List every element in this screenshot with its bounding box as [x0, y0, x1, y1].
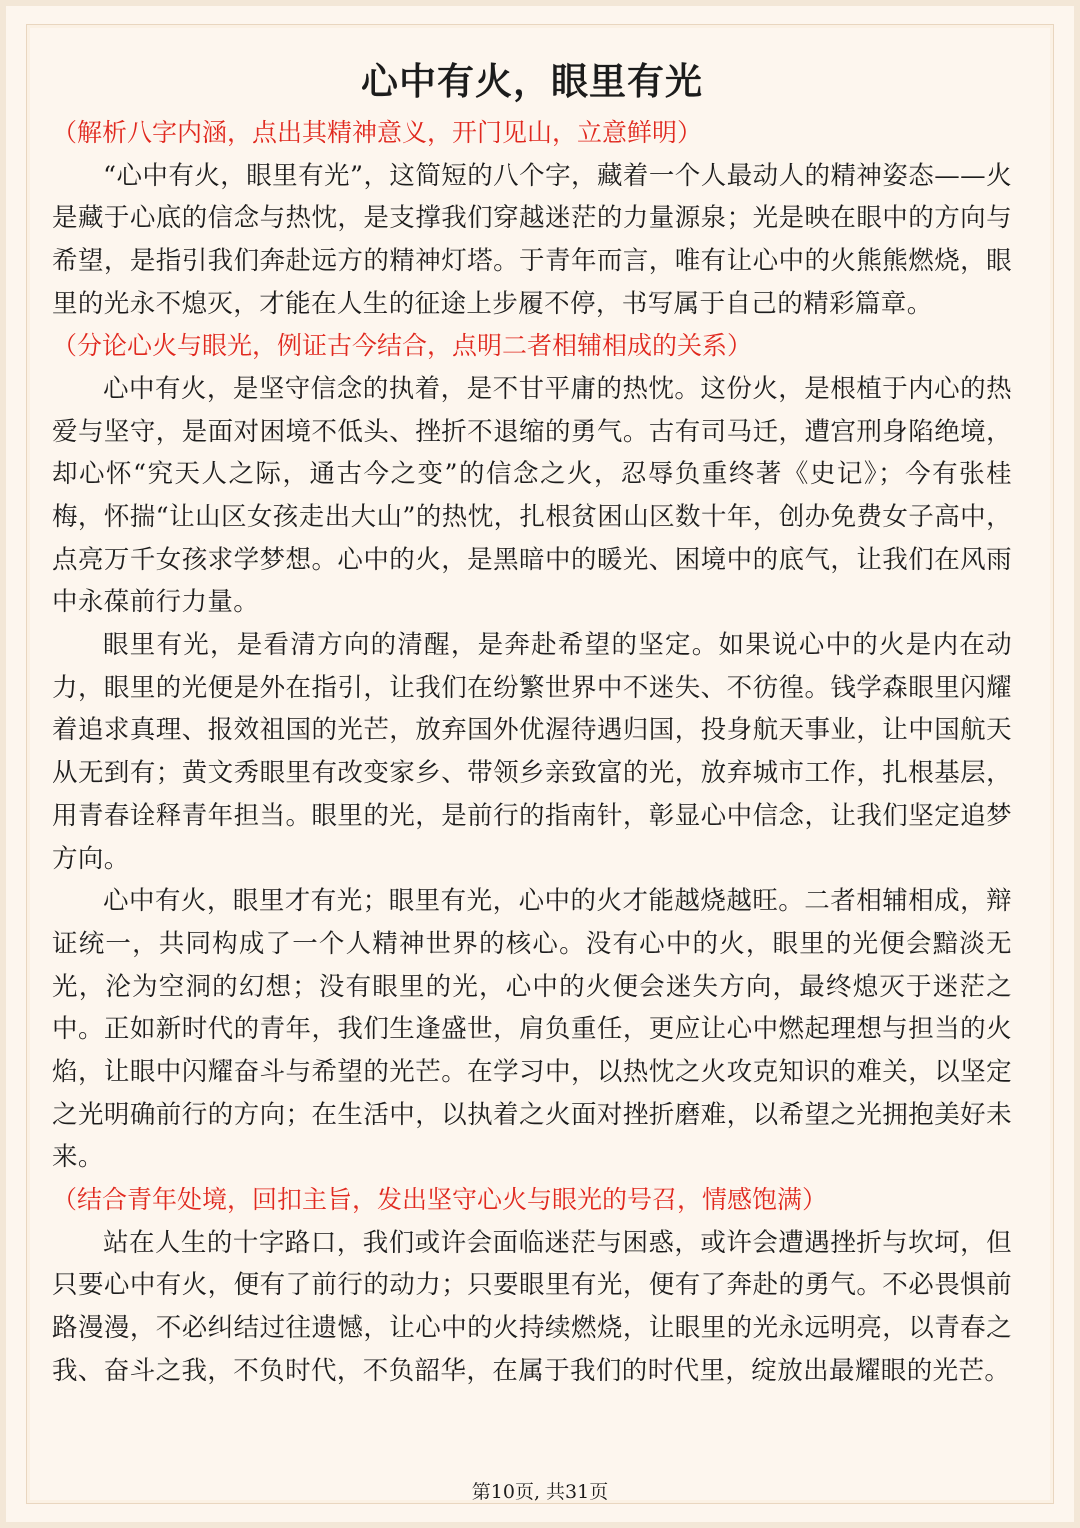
paragraph: 心中有火，是坚守信念的执着，是不甘平庸的热忱。这份火，是根植于内心的热爱与坚守，是面对困境不低头、挫折不退缩的勇气。古有司马迁，遭宫刑身陷绝境，却心怀“究天人之际，通古今之变”的信念之火，忍辱负重终著《史记》；今有张桂梅，怀揣“让山区女孩走出大山”的热忱，扎根贫困山区数十年，创办免费女子高中，点亮万千女孩求学梦想。心中的火，是黑暗中的暖光、困境中的底气，让我们在风雨中永葆前行力量。 — [52, 373, 1012, 618]
paragraph: “心中有火，眼里有光”，这简短的八个字，藏着一个人最动人的精神姿态——火是藏于心底的信念与热忱，是支撑我们穿越迷茫的力量源泉；光是映在眼中的方向与希望，是指引我们奔赴远方的精神灯塔。于青年而言，唯有让心中的火熊熊燃烧，眼里的光永不熄灭，才能在人生的征途上步履不停，书写属于自己的精彩篇章。 — [52, 160, 1012, 319]
annotation-note: （结合青年处境，回扣主旨，发出坚守心火与眼光的号召，情感饱满） — [52, 1185, 828, 1215]
section-3 — [52, 1179, 1012, 1392]
section-2 — [52, 325, 1012, 1179]
essay-content — [52, 56, 1012, 1392]
paragraph: 心中有火，眼里才有光；眼里有光，心中的火才能越烧越旺。二者相辅相成，辩证统一，共同构成了一个人精神世界的核心。没有心中的火，眼里的光便会黯淡无光，沦为空洞的幻想；没有眼里的光，心中的火便会迷失方向，最终熄灭于迷茫之中。正如新时代的青年，我们生逢盛世，肩负重任，更应让心中燃起理想与担当的火焰，让眼中闪耀奋斗与希望的光芒。在学习中，以热忱之火攻克知识的难关，以坚定之光明确前行的方向；在生活中，以执着之火面对挫折磨难，以希望之光拥抱美好未来。 — [52, 886, 1012, 1173]
page-number: 第10页, 共31页 — [471, 1481, 609, 1503]
annotation-note: （分论心火与眼光，例证古今结合，点明二者相辅相成的关系） — [52, 331, 753, 361]
annotation-note: （解析八字内涵，点出其精神意义，开门见山，立意鲜明） — [52, 118, 703, 147]
section-1 — [52, 112, 1012, 325]
paragraph: 站在人生的十字路口，我们或许会面临迷茫与困惑，或许会遭遇挫折与坎坷，但只要心中有火，便有了前行的动力；只要眼里有光，便有了奔赴的勇气。不必畏惧前路漫漫，不必纠结过往遗憾，让心中的火持续燃烧，让眼里的光永远明亮，以青春之我、奋斗之我，不负时代，不负韶华，在属于我们的时代里，绽放出最耀眼的光芒。 — [52, 1227, 1012, 1386]
paragraph: 眼里有光，是看清方向的清醒，是奔赴希望的坚定。如果说心中的火是内在动力，眼里的光便是外在指引，让我们在纷繁世界中不迷失、不彷徨。钱学森眼里闪耀着追求真理、报效祖国的光芒，放弃国外优渥待遇归国，投身航天事业，让中国航天从无到有；黄文秀眼里有改变家乡、带领乡亲致富的光，放弃城市工作，扎根基层，用青春诠释青年担当。眼里的光，是前行的指南针，彰显心中信念，让我们坚定追梦方向。 — [52, 630, 1012, 874]
essay-title: 心中有火，眼里有光 — [361, 60, 703, 103]
